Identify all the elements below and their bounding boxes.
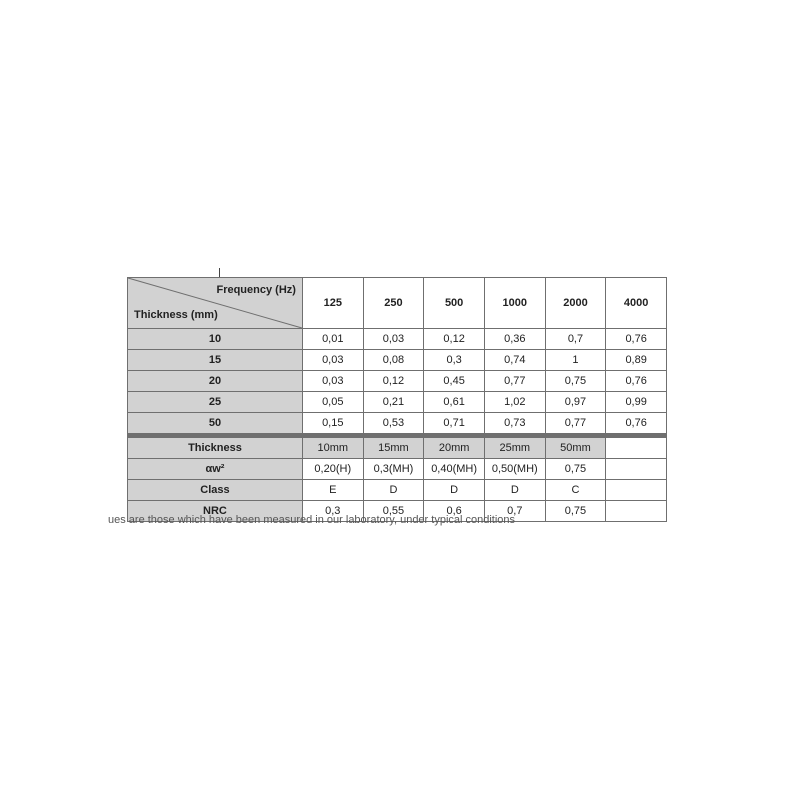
aw-value: 0,3(MH): [363, 459, 424, 480]
empty-cell: [606, 459, 667, 480]
absorption-value: 0,75: [545, 371, 606, 392]
absorption-value: 0,74: [484, 350, 545, 371]
class-value: C: [545, 480, 606, 501]
nrc-value: 0,55: [363, 501, 424, 522]
thickness-row-label: 25: [128, 392, 303, 413]
frequency-header: 500: [424, 278, 485, 329]
table-row: [128, 459, 667, 480]
aw-value: 0,50(MH): [484, 459, 545, 480]
thickness-value: 10mm: [302, 438, 363, 459]
thickness-row-label: 15: [128, 350, 303, 371]
absorption-value: 0,73: [484, 413, 545, 434]
empty-cell: [606, 438, 667, 459]
table-row: [128, 413, 667, 434]
absorption-value: 0,89: [606, 350, 667, 371]
absorption-value: 0,77: [545, 413, 606, 434]
table-row: [128, 350, 667, 371]
absorption-value: 0,76: [606, 413, 667, 434]
absorption-value: 0,36: [484, 329, 545, 350]
frequency-header: 250: [363, 278, 424, 329]
aw-value: 0,40(MH): [424, 459, 485, 480]
absorption-value: 0,12: [424, 329, 485, 350]
class-value: D: [424, 480, 485, 501]
absorption-value: 0,03: [302, 371, 363, 392]
frequency-header: 1000: [484, 278, 545, 329]
table-row: [128, 480, 667, 501]
summary-thickness-label: Thickness: [128, 438, 303, 459]
acoustic-absorption-table: [127, 277, 667, 522]
table-row: [128, 438, 667, 459]
aw-label: αw²: [128, 459, 303, 480]
absorption-value: 0,97: [545, 392, 606, 413]
absorption-value: 0,21: [363, 392, 424, 413]
absorption-value: 0,71: [424, 413, 485, 434]
frequency-header: 2000: [545, 278, 606, 329]
absorption-value: 0,03: [302, 350, 363, 371]
absorption-value: 0,08: [363, 350, 424, 371]
nrc-value: 0,7: [484, 501, 545, 522]
absorption-value: 0,77: [484, 371, 545, 392]
absorption-value: 1,02: [484, 392, 545, 413]
empty-cell: [606, 480, 667, 501]
frequency-header: 4000: [606, 278, 667, 329]
absorption-value: 0,01: [302, 329, 363, 350]
table-row: [128, 329, 667, 350]
absorption-value: 0,99: [606, 392, 667, 413]
absorption-value: 0,12: [363, 371, 424, 392]
thickness-row-label: 10: [128, 329, 303, 350]
absorption-value: 0,7: [545, 329, 606, 350]
nrc-value: 0,3: [302, 501, 363, 522]
frequency-axis-label: Frequency (Hz): [216, 284, 296, 296]
class-label: Class: [128, 480, 303, 501]
absorption-value: 0,53: [363, 413, 424, 434]
thickness-row-label: 20: [128, 371, 303, 392]
class-value: E: [302, 480, 363, 501]
absorption-value: 0,15: [302, 413, 363, 434]
class-value: D: [363, 480, 424, 501]
thickness-axis-label: Thickness (mm): [134, 309, 218, 321]
absorption-value: 0,3: [424, 350, 485, 371]
stray-tick-mark: [219, 268, 220, 277]
absorption-value: 0,45: [424, 371, 485, 392]
thickness-value: 50mm: [545, 438, 606, 459]
thickness-row-label: 50: [128, 413, 303, 434]
empty-cell: [606, 501, 667, 522]
thickness-value: 25mm: [484, 438, 545, 459]
absorption-value: 0,61: [424, 392, 485, 413]
footnote-text: ues are those which have been measured in our laboratory, under typical conditions: [108, 514, 516, 526]
table-row: [128, 371, 667, 392]
absorption-value: 0,76: [606, 371, 667, 392]
table-header-row: [128, 278, 667, 329]
absorption-value: 0,03: [363, 329, 424, 350]
nrc-label: NRC: [128, 501, 303, 522]
aw-value: 0,20(H): [302, 459, 363, 480]
diagonal-header-cell: [128, 278, 303, 329]
thickness-value: 15mm: [363, 438, 424, 459]
absorption-value: 1: [545, 350, 606, 371]
frequency-header: 125: [302, 278, 363, 329]
absorption-value: 0,76: [606, 329, 667, 350]
nrc-value: 0,75: [545, 501, 606, 522]
thickness-value: 20mm: [424, 438, 485, 459]
table-row: [128, 392, 667, 413]
aw-value: 0,75: [545, 459, 606, 480]
absorption-value: 0,05: [302, 392, 363, 413]
footnote-clipped: [108, 514, 628, 529]
nrc-value: 0,6: [424, 501, 485, 522]
class-value: D: [484, 480, 545, 501]
